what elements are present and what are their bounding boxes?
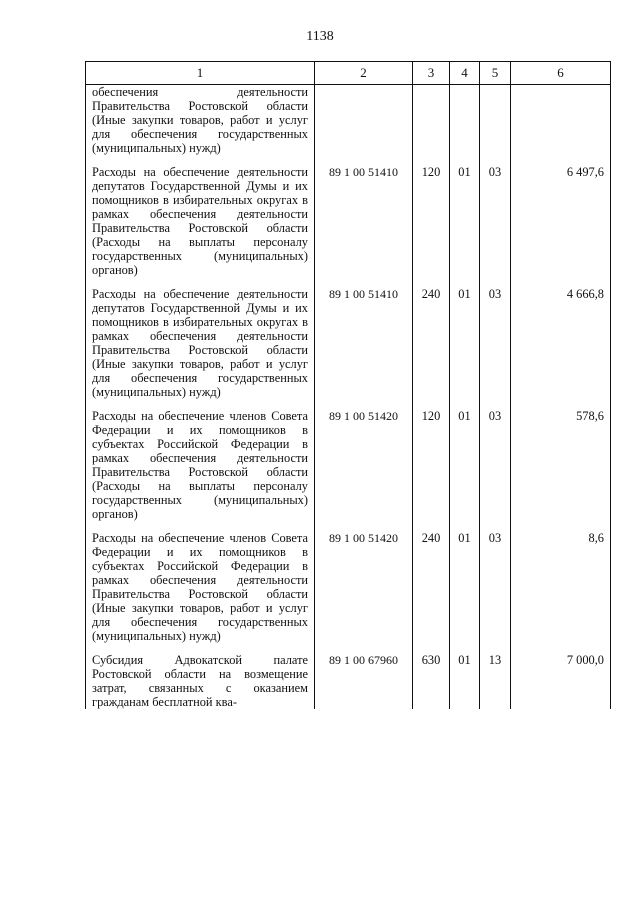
row-section: 01 [450,409,480,521]
table-row [86,409,611,521]
table-header-row [86,62,611,85]
column-header-6: 6 [511,62,611,85]
row-target-code: 89 1 00 51410 [315,287,413,399]
row-name: Расходы на обеспечение членов Совета Федерации и их помощников в субъектах Российской Федерации в рамках обеспечения деятельности Правительства Ростовской области (Иные закупки товаров, работ и услуг для обеспечения государственных (муниципальных) нужд) [86,531,315,643]
row-section: 01 [450,653,480,709]
row-section: 01 [450,165,480,277]
row-subsection: 03 [480,165,511,277]
row-expense-type: 630 [413,653,450,709]
row-spacer [86,521,611,531]
row-subsection: 03 [480,287,511,399]
row-spacer [86,277,611,287]
row-spacer [86,155,611,165]
row-spacer [86,399,611,409]
row-subsection: 03 [480,409,511,521]
row-section [450,85,480,156]
row-amount: 578,6 [511,409,611,521]
row-name: Расходы на обеспечение деятельности депутатов Государственной Думы и их помощников в избирательных округах в рамках обеспечения деятельности Правительства Ростовской области (Расходы на выплаты персоналу государственных (муниципальных) органов) [86,165,315,277]
row-subsection: 13 [480,653,511,709]
row-amount [511,85,611,156]
column-header-1: 1 [86,62,315,85]
row-expense-type: 120 [413,409,450,521]
budget-table [85,61,611,709]
row-subsection: 03 [480,531,511,643]
row-name: Расходы на обеспечение членов Совета Федерации и их помощников в субъектах Российской Федерации в рамках обеспечения деятельности Правительства Ростовской области (Расходы на выплаты персоналу государственных (муниципальных) органов) [86,409,315,521]
row-name: Субсидия Адвокатской палате Ростовской области на возмещение затрат, связанных с оказанием гражданам бесплатной ква- [86,653,315,709]
row-expense-type: 240 [413,287,450,399]
row-expense-type [413,85,450,156]
table-row [86,165,611,277]
row-amount: 7 000,0 [511,653,611,709]
column-header-4: 4 [450,62,480,85]
row-amount: 4 666,8 [511,287,611,399]
row-target-code: 89 1 00 67960 [315,653,413,709]
row-target-code: 89 1 00 51420 [315,531,413,643]
row-target-code: 89 1 00 51410 [315,165,413,277]
row-expense-type: 120 [413,165,450,277]
row-target-code [315,85,413,156]
table-row [86,287,611,399]
column-header-5: 5 [480,62,511,85]
column-header-3: 3 [413,62,450,85]
table-row [86,85,611,156]
row-expense-type: 240 [413,531,450,643]
row-name: Расходы на обеспечение деятельности депутатов Государственной Думы и их помощников в избирательных округах в рамках обеспечения деятельности Правительства Ростовской области (Иные закупки товаров, работ и услуг для обеспечения государственных (муниципальных) нужд) [86,287,315,399]
table-row [86,531,611,643]
row-spacer [86,643,611,653]
row-amount: 8,6 [511,531,611,643]
row-subsection [480,85,511,156]
row-section: 01 [450,287,480,399]
column-header-2: 2 [315,62,413,85]
table-row [86,653,611,709]
row-section: 01 [450,531,480,643]
row-amount: 6 497,6 [511,165,611,277]
row-name: обеспечения деятельности Правительства Ростовской области (Иные закупки товаров, работ и услуг для обеспечения государственных (муниципальных) нужд) [86,85,315,156]
page-number: 1138 [306,29,334,44]
row-target-code: 89 1 00 51420 [315,409,413,521]
